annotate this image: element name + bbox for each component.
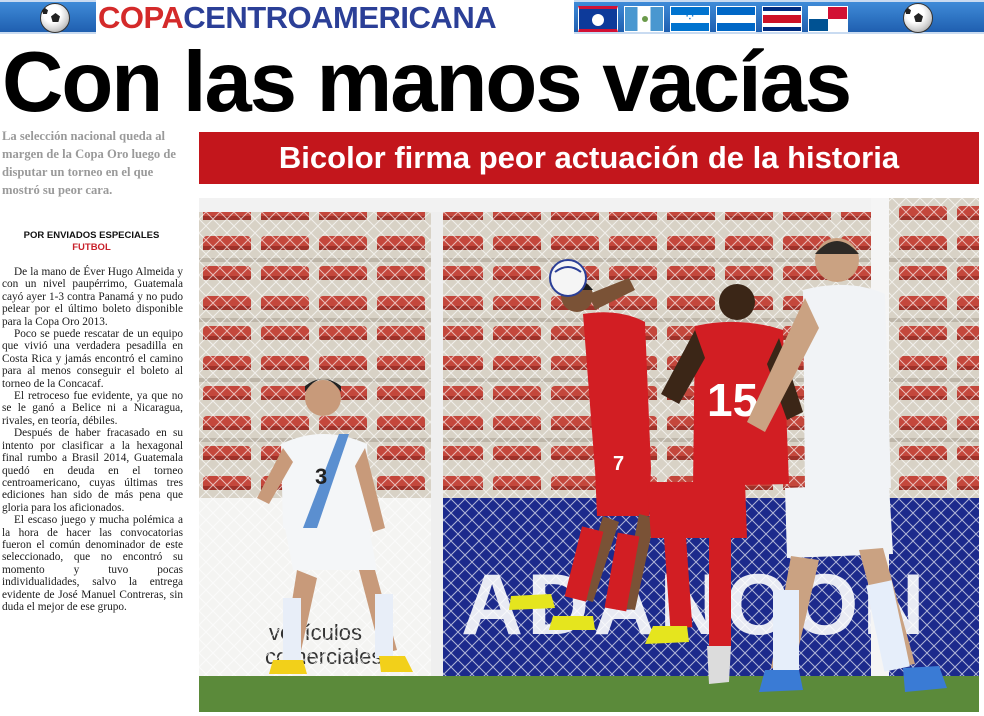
jersey-number: 3 bbox=[315, 464, 328, 489]
match-photo bbox=[199, 198, 979, 712]
match-photo-illustration bbox=[199, 198, 979, 712]
guatemala-flag-icon bbox=[624, 6, 664, 32]
belize-flag-icon bbox=[578, 6, 618, 32]
panama-flag-icon bbox=[808, 6, 848, 32]
body-paragraph: El retroceso fue evidente, ya que no se le ganó a Belice ni a Nicaragua, rivales, en teoría, débiles. bbox=[2, 390, 183, 427]
pitch-grass bbox=[199, 676, 979, 712]
body-paragraph: De la mano de Éver Hugo Almeida y con un nivel paupérrimo, Guatemala cayó ayer 1-3 contra Panamá y no pudo pelear por el último boleto disponible para la Copa Oro 2013. bbox=[2, 266, 183, 328]
costa-rica-flag-icon bbox=[762, 6, 802, 32]
goal-post-left bbox=[431, 212, 443, 676]
body-paragraph: El escaso juego y mucha polémica a la hora de hacer las convocatorias fueron el común denominador de este seleccionado, que no encontró su momento y tuvo pocas individualidades, salvo la entrega evidente de José Manuel Contreras, sin duda el mejor de ese grupo. bbox=[2, 514, 183, 613]
tournament-wordmark bbox=[96, 0, 574, 36]
wordmark-copa: COPA bbox=[98, 0, 184, 35]
soccer-ball-icon bbox=[903, 3, 933, 33]
goal-crossbar bbox=[199, 198, 889, 212]
article-byline: POR ENVIADOS ESPECIALES bbox=[23, 230, 160, 241]
article-deck: La selección nacional queda al margen de la Copa Oro luego de disputar un torneo en el que mostró su peor cara. bbox=[2, 129, 176, 197]
body-paragraph: Después de haber fracasado en su intento por clasificar a la hexagonal final rumbo a Brasil 2014, Guatemala quedó en deuda en el torneo centroamericano, cuyas últimas tres ediciones han sido de más pena que gloria para los aficionados. bbox=[2, 427, 183, 514]
honduras-flag-icon bbox=[670, 6, 710, 32]
article-subhead: Bicolor firma peor actuación de la historia bbox=[199, 132, 979, 184]
soccer-ball-icon bbox=[40, 3, 70, 33]
tournament-banner bbox=[0, 0, 984, 34]
jersey-number: 15 bbox=[707, 374, 759, 426]
body-paragraph: Poco se puede rescatar de un equipo que vivió una verdadera pesadilla en Costa Rica y jamás encontró el camino para al menos conseguir el boleto al torneo de la Concacaf. bbox=[2, 328, 183, 390]
jersey-number: 7 bbox=[613, 453, 625, 475]
section-label: FUTBOL bbox=[72, 242, 111, 253]
flag-strip bbox=[578, 6, 848, 32]
wordmark-centroamericana: CENTROAMERICANA bbox=[183, 0, 497, 35]
soccer-ball bbox=[550, 260, 586, 296]
article-body bbox=[2, 266, 183, 613]
page-headline: Con las manos vacías bbox=[2, 35, 851, 130]
nicaragua-flag-icon bbox=[716, 6, 756, 32]
